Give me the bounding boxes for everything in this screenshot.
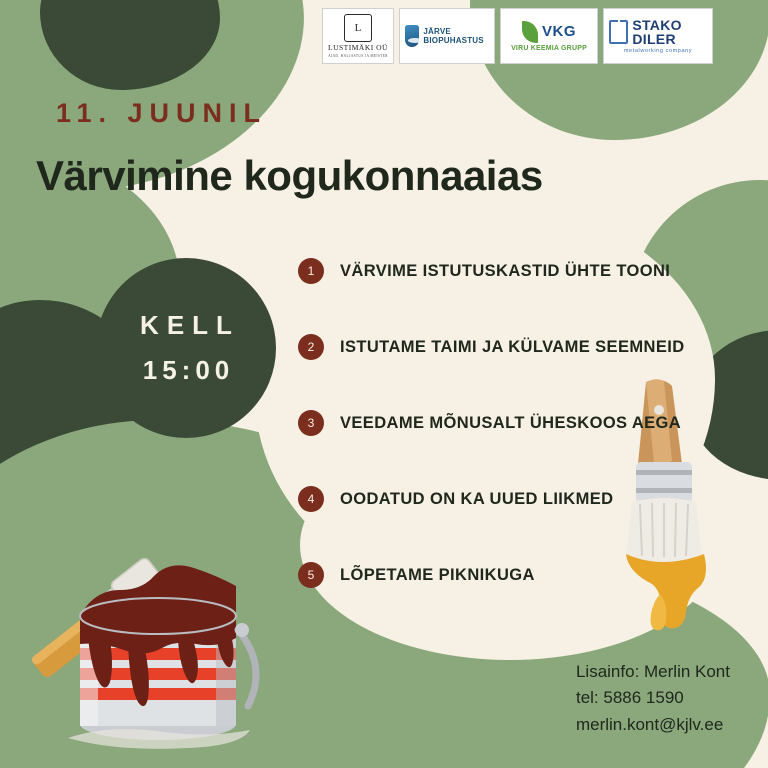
list-item-number: 4 — [298, 486, 324, 512]
vkg-logo-title: VKG — [541, 23, 576, 40]
jarve-logo-title: JÄRVE BIOPUHASTUS — [423, 27, 484, 45]
list-item — [298, 480, 728, 518]
lustimaki-logo — [322, 8, 394, 64]
metal-frame-icon — [609, 20, 628, 44]
list-item-number: 1 — [298, 258, 324, 284]
time-value: 15:00 — [142, 355, 235, 385]
leaf-icon — [522, 21, 538, 43]
list-item-label: VÄRVIME ISTUTUSKASTID ÜHTE TOONI — [340, 261, 671, 280]
list-item — [298, 328, 728, 366]
contact-email: merlin.kont@kjlv.ee — [575, 714, 724, 734]
list-item-label: OODATUD ON KA UUED LIIKMED — [340, 489, 614, 508]
vkg-logo — [500, 8, 598, 64]
lustimaki-monogram-icon: L — [344, 14, 372, 42]
paint-can-illustration — [10, 498, 290, 758]
event-time-badge — [96, 258, 276, 438]
list-item — [298, 556, 728, 594]
water-drop-icon — [405, 25, 420, 47]
page-title: Värvimine kogukonnaaias — [36, 152, 543, 199]
contact-name: Lisainfo: Merlin Kont — [575, 661, 730, 681]
agenda-list — [298, 252, 728, 632]
contact-info — [576, 659, 730, 738]
event-date: 11. JUUNIL — [56, 98, 268, 128]
sponsor-logo-strip — [322, 8, 713, 64]
list-item-label: ISTUTAME TAIMI JA KÜLVAME SEEMNEID — [340, 337, 685, 356]
lustimaki-logo-subtitle: AIAD, HALJASTUS JA MEISTER — [328, 53, 388, 58]
list-item-label: LÕPETAME PIKNIKUGA — [340, 565, 535, 584]
list-item-number: 2 — [298, 334, 324, 360]
stako-diler-logo — [603, 8, 713, 64]
list-item — [298, 252, 728, 290]
jarve-biopuhastus-logo — [399, 8, 495, 64]
lustimaki-logo-title: LUSTIMÄKI OÜ — [328, 43, 388, 53]
time-label: KELL — [140, 310, 240, 340]
list-item-label: VEEDAME MÕNUSALT ÜHESKOOS AEGA — [340, 413, 682, 432]
list-item-number: 5 — [298, 562, 324, 588]
vkg-logo-subtitle: VIRU KEEMIA GRUPP — [511, 44, 587, 52]
stako-logo-title: STAKO DILER — [632, 17, 682, 47]
contact-phone: tel: 5886 1590 — [575, 688, 684, 708]
list-item — [298, 404, 728, 442]
list-item-number: 3 — [298, 410, 324, 436]
stako-logo-subtitle: metalworking company — [623, 48, 693, 54]
